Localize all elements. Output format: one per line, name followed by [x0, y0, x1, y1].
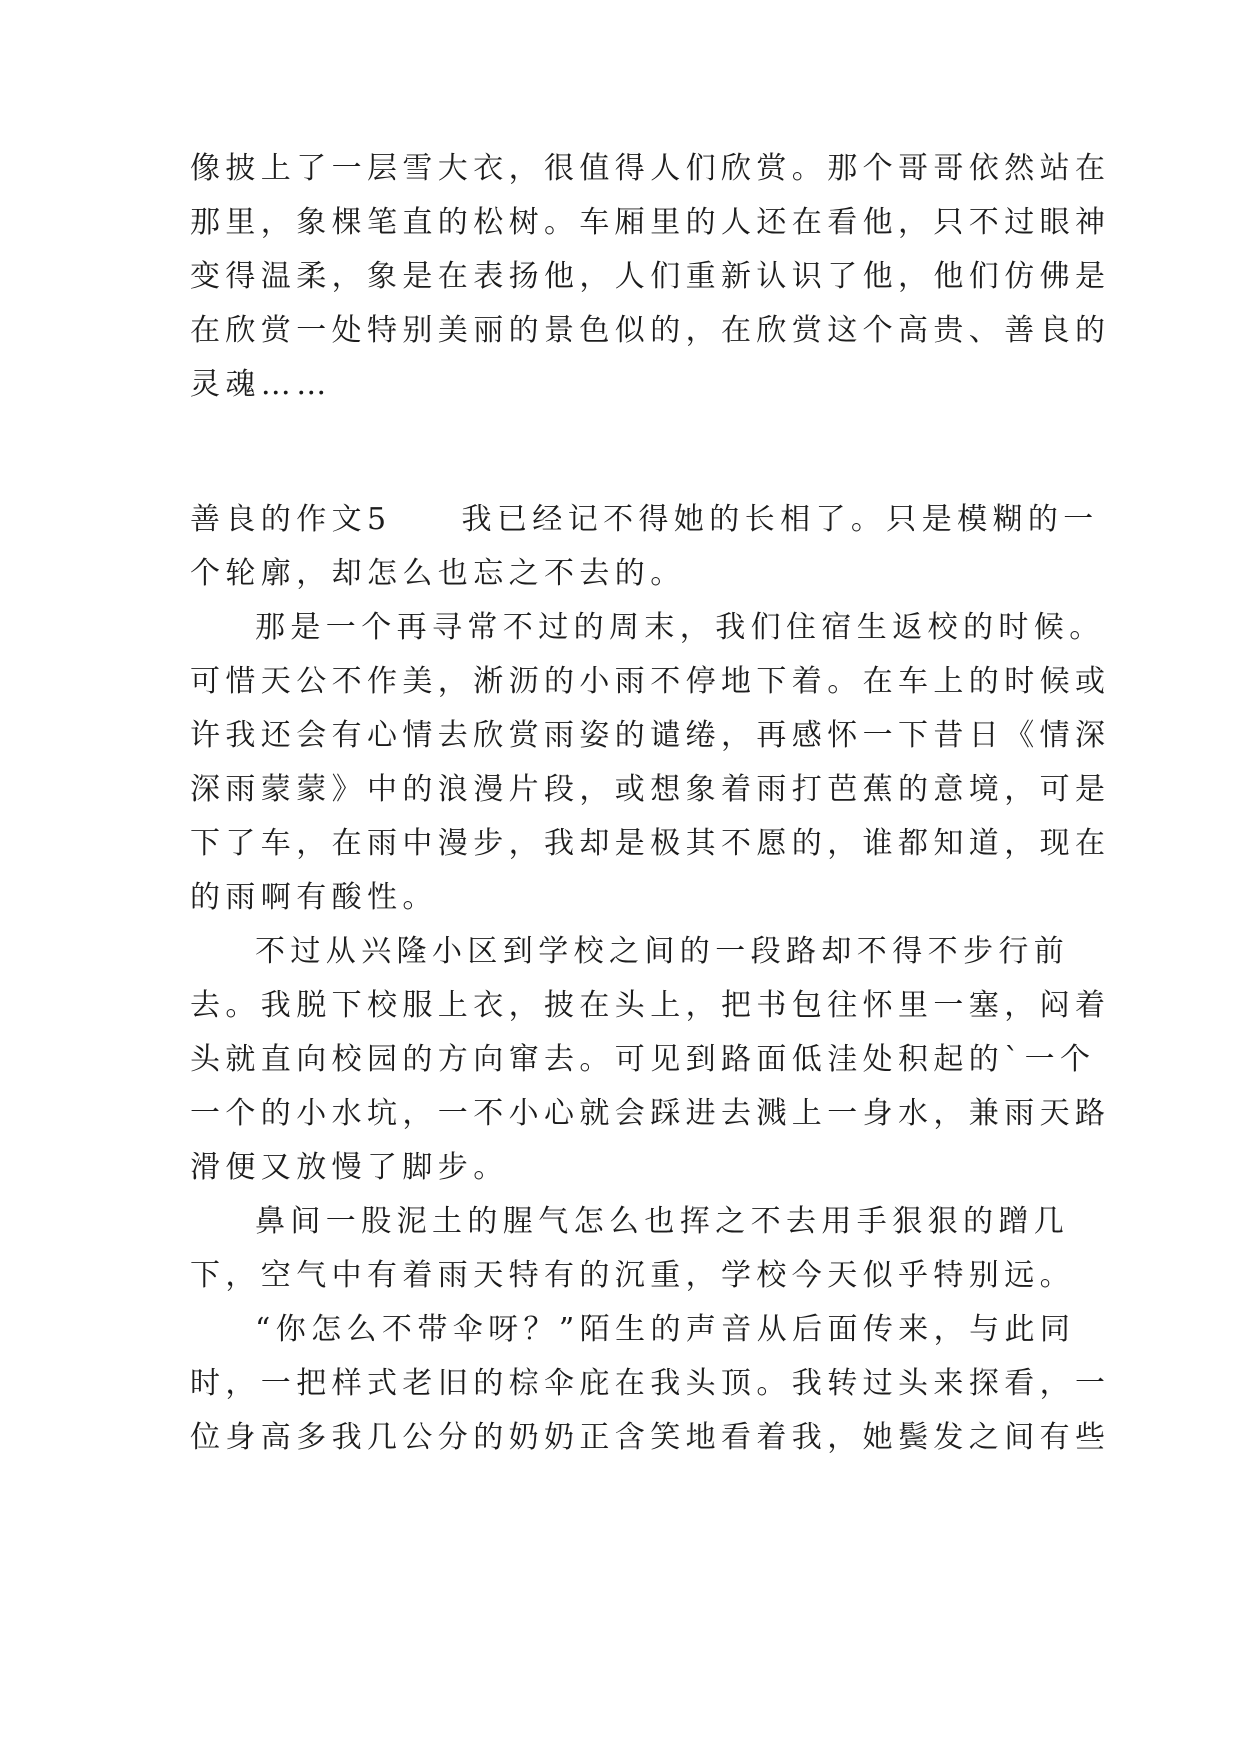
- text-line: 许我还会有心情去欣赏雨姿的谴绻，再感怀一下昔日《情深: [190, 718, 1111, 753]
- text-line: 一个的小水坑，一不小心就会踩进去溅上一身水，兼雨天路: [190, 1096, 1111, 1131]
- paragraph-start-line: “你怎么不带伞呀？”陌生的声音从后面传来，与此同: [255, 1312, 1076, 1347]
- section-heading-line: [190, 500, 1099, 540]
- text-line: 在欣赏一处特别美丽的景色似的，在欣赏这个高贵、善良的: [190, 313, 1111, 348]
- text-line: 个轮廓，却怎么也忘之不去的。: [190, 556, 686, 591]
- text-line: 那里，象棵笔直的松树。车厢里的人还在看他，只不过眼神: [190, 205, 1111, 240]
- paragraph-start-line: 那是一个再寻常不过的周末，我们住宿生返校的时候。: [255, 610, 1105, 645]
- text-line: 去。我脱下校服上衣，披在头上，把书包往怀里一塞，闷着: [190, 988, 1111, 1023]
- text-line: 深雨蒙蒙》中的浪漫片段，或想象着雨打芭蕉的意境，可是: [190, 772, 1111, 807]
- text-line: 滑便又放慢了脚步。: [190, 1150, 509, 1185]
- section-heading: 善良的作文5: [190, 502, 392, 537]
- paragraph-start-line: 鼻间一股泥土的腥气怎么也挥之不去用手狠狠的蹭几: [255, 1204, 1070, 1239]
- text-line: 变得温柔，象是在表扬他，人们重新认识了他，他们仿佛是: [190, 259, 1111, 294]
- text-line: 像披上了一层雪大衣，很值得人们欣赏。那个哥哥依然站在: [190, 151, 1111, 186]
- text-line: 位身高多我几公分的奶奶正含笑地看着我，她鬓发之间有些: [190, 1420, 1111, 1455]
- text-line: 的雨啊有酸性。: [190, 880, 438, 915]
- paragraph-start-line: 不过从兴隆小区到学校之间的一段路却不得不步行前: [255, 934, 1070, 969]
- text-line: 头就直向校园的方向窜去。可见到路面低洼处积起的`一个: [190, 1042, 1096, 1077]
- text-line: 我已经记不得她的长相了。只是模糊的一: [461, 502, 1099, 537]
- text-line: 下，空气中有着雨天特有的沉重，学校今天似乎特别远。: [190, 1258, 1075, 1293]
- text-line: 可惜天公不作美，淅沥的小雨不停地下着。在车上的时候或: [190, 664, 1111, 699]
- text-line: 下了车，在雨中漫步，我却是极其不愿的，谁都知道，现在: [190, 826, 1111, 861]
- text-line: 时，一把样式老旧的棕伞庇在我头顶。我转过头来探看，一: [190, 1366, 1111, 1401]
- text-line: 灵魂……: [190, 367, 332, 402]
